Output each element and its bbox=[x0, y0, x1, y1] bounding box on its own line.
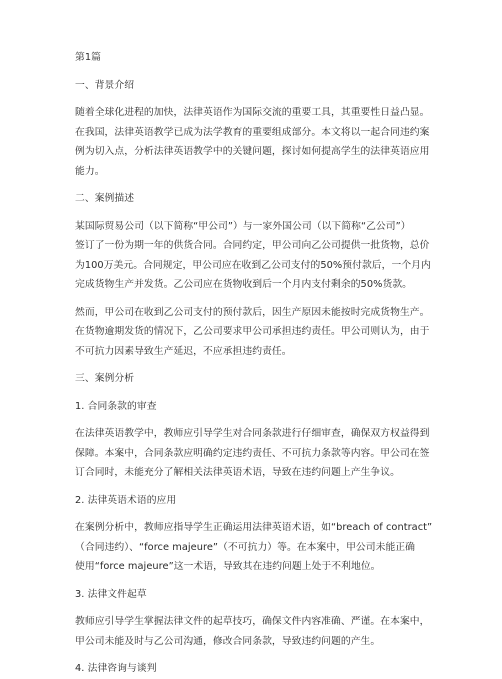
text-line: 某国际贸易公司（以下简称“甲公司”）与一家外国公司（以下简称“乙公司”） bbox=[75, 220, 411, 232]
paragraph-contract-review bbox=[75, 424, 435, 483]
paragraph-case-2 bbox=[75, 303, 435, 362]
text-line: 例为切入点，分析法律英语教学中的关键问题，探讨如何提高学生的法律英语应用 bbox=[75, 146, 430, 157]
text-line: 订合同时，未能充分了解相关法律英语术语，导致在违约问题上产生争议。 bbox=[75, 467, 400, 478]
text-line: 签订了一份为期一年的供货合同。合同约定，甲公司向乙公司提供一批货物，总价 bbox=[75, 240, 430, 251]
text-line: 甲公司未能及时与乙公司沟通，修改合同条款，导致违约问题的产生。 bbox=[75, 635, 381, 647]
text-line: 教师应引导学生掌握法律文件的起草技巧，确保文件内容准确、严谨。在本案中， bbox=[75, 616, 430, 627]
section-heading-background: 一、背景介绍 bbox=[75, 79, 135, 91]
paragraph-drafting bbox=[75, 612, 435, 651]
text-line: 然而，甲公司在收到乙公司支付的预付款后，因生产原因未能按时完成货物生产。 bbox=[75, 306, 430, 318]
text-line: 能力。 bbox=[75, 165, 105, 177]
paragraph-case-1 bbox=[75, 217, 435, 295]
section-heading-case-analysis: 三、案例分析 bbox=[75, 373, 135, 384]
text-line: 随着全球化进程的加快，法律英语作为国际交流的重要工具，其重要性日益凸显。 bbox=[75, 107, 430, 118]
text-line: 完成货物生产并发货。乙公司应在货物收到后一个月内支付剩余的50%货款。 bbox=[75, 279, 413, 290]
text-line: 在法律英语教学中，教师应引导学生对合同条款进行仔细审查，确保双方权益得到 bbox=[75, 428, 430, 439]
subheading-terminology: 2. 法律英语术语的应用 bbox=[75, 494, 177, 506]
section-heading-case-description: 二、案例描述 bbox=[75, 193, 135, 204]
text-line: 在我国，法律英语教学已成为法学教育的重要组成部分。本文将以一起合同违约案 bbox=[75, 126, 430, 138]
text-line: （合同违约）、“force majeure”（不可抗力）等。在本案中，甲公司未能正确 bbox=[75, 541, 415, 553]
text-line: 不可抗力因素导致生产延迟，不应承担违约责任。 bbox=[75, 345, 292, 357]
paragraph-terminology bbox=[75, 518, 435, 577]
page-label: 第1篇 bbox=[75, 52, 101, 63]
subheading-contract-review: 1. 合同条款的审查 bbox=[75, 400, 157, 412]
text-line: 在案例分析中，教师应指导学生正确运用法律英语术语，如“breach of contract” bbox=[75, 522, 433, 533]
text-line: 为100万美元。合同规定，甲公司应在收到乙公司支付的50%预付款后，一个月内 bbox=[75, 259, 431, 271]
text-line: 保障。本案中，合同条款应明确约定违约责任、不可抗力条款等内容。甲公司在签 bbox=[75, 447, 430, 459]
paragraph-background bbox=[75, 103, 435, 181]
document-page bbox=[75, 48, 435, 679]
text-line: 在货物逾期发货的情况下，乙公司要求甲公司承担违约责任。甲公司则认为，由于 bbox=[75, 326, 430, 337]
subheading-drafting: 3. 法律文件起草 bbox=[75, 588, 147, 600]
text-line: 使用“force majeure”这一术语，导致其在违约问题上处于不利地位。 bbox=[75, 561, 381, 572]
subheading-consulting: 4. 法律咨询与谈判 bbox=[75, 663, 157, 674]
